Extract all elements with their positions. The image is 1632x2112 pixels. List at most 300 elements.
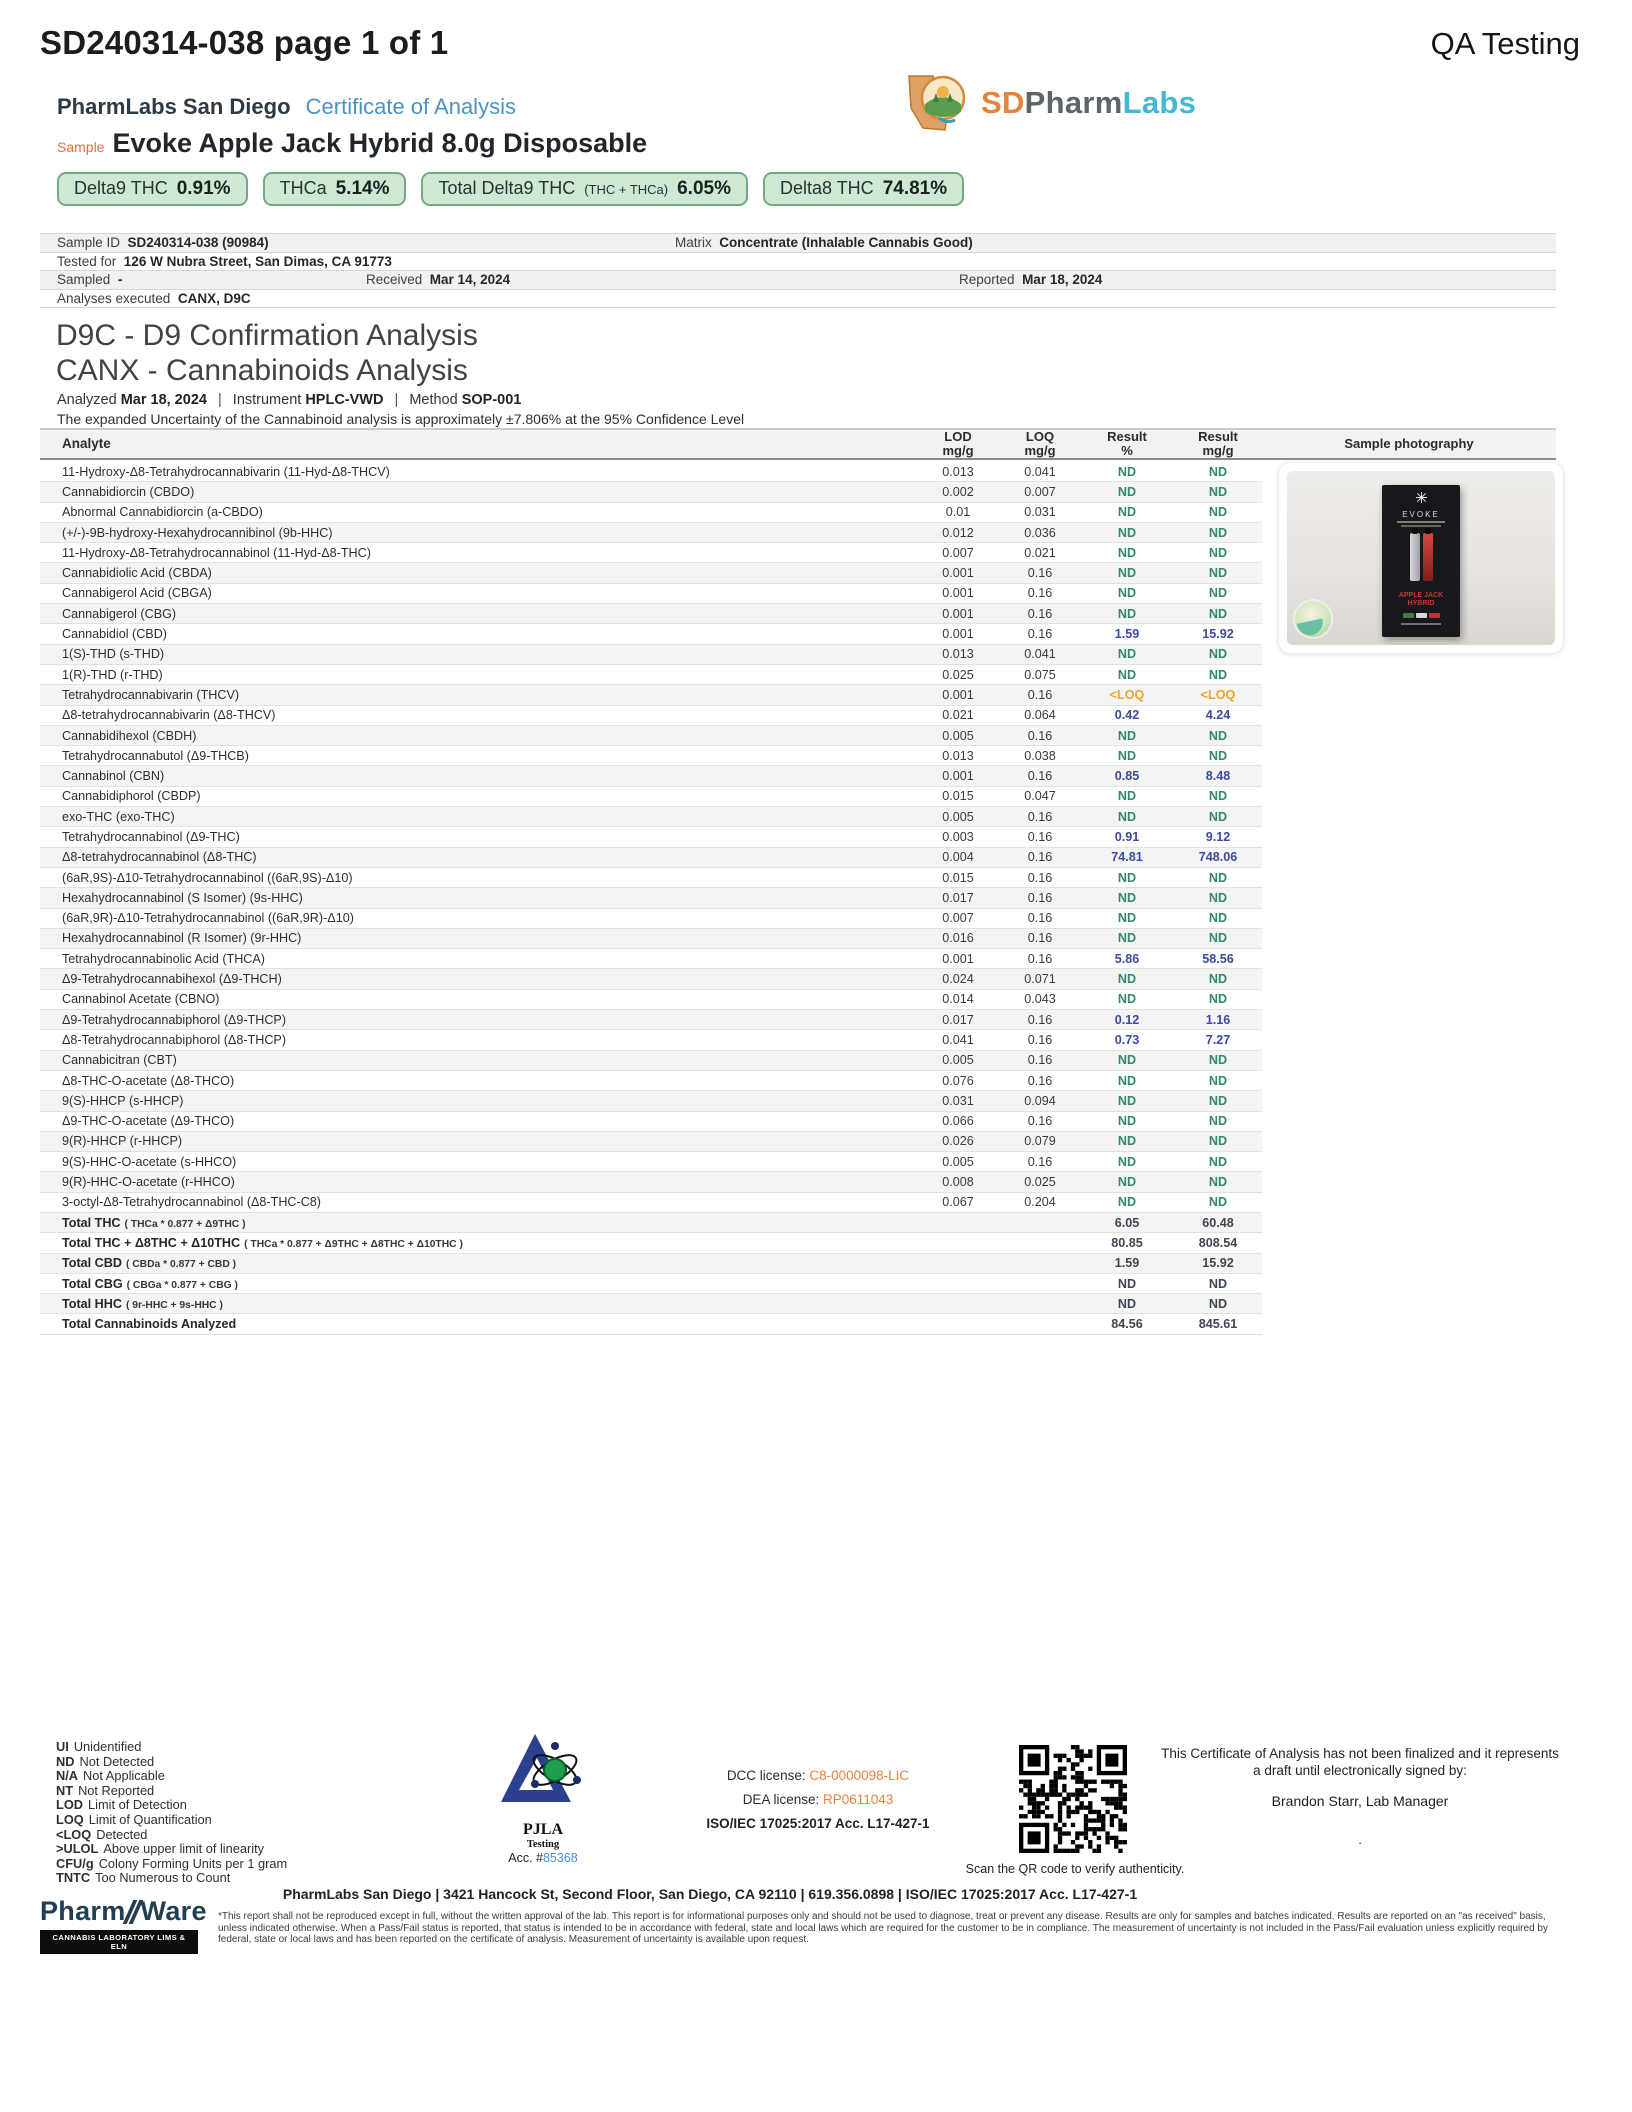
col-header-loq bbox=[1000, 430, 1080, 458]
table-row bbox=[40, 787, 1262, 807]
analyte-name: Cannabigerol (CBG) bbox=[62, 606, 177, 621]
total-mgg-value: ND bbox=[1208, 1276, 1228, 1291]
result-mgg-value: ND bbox=[1208, 484, 1228, 499]
analyte-name: exo-THC (exo-THC) bbox=[62, 809, 175, 824]
result-pct-value: 0.42 bbox=[1114, 708, 1140, 723]
total-pct-value: 6.05 bbox=[1114, 1215, 1140, 1230]
lod-value: 0.012 bbox=[942, 525, 974, 540]
analyte-name: Hexahydrocannabinol (S Isomer) (9s-HHC) bbox=[62, 890, 303, 905]
separator: | bbox=[394, 392, 399, 408]
analyte-name: Tetrahydrocannabinolic Acid (THCA) bbox=[62, 951, 265, 966]
table-header bbox=[40, 428, 1556, 460]
table-row bbox=[40, 1112, 1262, 1132]
report-disclaimer: *This report shall not be reproduced except in full, without the written approval of the lab. This report is for informational purposes only and should not be used to diagnose, treat or prevent any disease. Results are only for samples and batches indicated. Results are reported on an "as received" basis, unless indicated otherwise. When a Pass/Fail status is reported, that status is intended to be in accordance with federal, state and local laws which are required for the customer to be in compliance. The measurement of uncertainty is not included in the Pass/Fail evaluation unless explicitly required by federal, state or local laws and has been reported on the certificate of analysis. Measurement of uncertainty is available upon request. bbox=[218, 1911, 1548, 1946]
result-pct-label: Result bbox=[1107, 429, 1147, 444]
analyses-value: CANX, D9C bbox=[177, 290, 251, 306]
table-row bbox=[40, 990, 1262, 1010]
result-pct-value: ND bbox=[1117, 1134, 1137, 1149]
result-mgg-value: ND bbox=[1208, 647, 1228, 662]
total-pct-value: 84.56 bbox=[1111, 1317, 1143, 1332]
result-pct-value: 0.91 bbox=[1114, 829, 1140, 844]
signature-dot: . bbox=[1358, 1831, 1362, 1847]
result-mgg-value: 58.56 bbox=[1202, 951, 1234, 966]
lod-value: 0.031 bbox=[942, 1093, 974, 1108]
result-pct-value: ND bbox=[1117, 484, 1137, 499]
dea-value: RP0611043 bbox=[823, 1792, 894, 1807]
result-pct-value: ND bbox=[1117, 1093, 1137, 1108]
analyte-name: 1(R)-THD (r-THD) bbox=[62, 667, 163, 682]
analyzed-label: Analyzed bbox=[57, 392, 117, 408]
draft-notice bbox=[1158, 1746, 1562, 1848]
result-mgg-value: ND bbox=[1208, 1175, 1228, 1190]
lod-value: 0.025 bbox=[942, 667, 974, 682]
table-row bbox=[40, 604, 1262, 624]
result-pct-value: ND bbox=[1117, 1154, 1137, 1169]
analyte-name: 1(S)-THD (s-THD) bbox=[62, 647, 165, 662]
result-mgg-value: ND bbox=[1208, 1073, 1228, 1088]
qa-testing-label: QA Testing bbox=[1430, 26, 1580, 61]
loq-label: LOQ bbox=[1025, 429, 1055, 444]
analyte-name: Abnormal Cannabidiorcin (a-CBDO) bbox=[62, 505, 263, 520]
pjla-sub: Testing bbox=[526, 1839, 560, 1850]
lod-value: 0.01 bbox=[945, 505, 971, 520]
loq-value: 0.047 bbox=[1024, 789, 1056, 804]
loq-value: 0.025 bbox=[1024, 1175, 1056, 1190]
lod-value: 0.016 bbox=[942, 931, 974, 946]
sampled-value: - bbox=[117, 272, 123, 287]
analyte-name: Cannabidiphorol (CBDP) bbox=[62, 789, 201, 804]
result-mgg-value: <LOQ bbox=[1200, 687, 1236, 702]
pjla-logo bbox=[497, 1732, 589, 1814]
result-mgg-value: ND bbox=[1208, 586, 1228, 601]
result-pct-value: ND bbox=[1117, 586, 1137, 601]
result-mgg-value: ND bbox=[1208, 1053, 1228, 1068]
result-mgg-value: ND bbox=[1208, 789, 1228, 804]
loq-value: 0.079 bbox=[1024, 1134, 1056, 1149]
total-row bbox=[40, 1233, 1262, 1253]
result-pct-value: ND bbox=[1117, 809, 1137, 824]
analyte-name: Tetrahydrocannabinol (Δ9-THC) bbox=[62, 829, 240, 844]
badge-delta8-thc bbox=[763, 172, 964, 206]
table-row bbox=[40, 1071, 1262, 1091]
analyte-name: Δ8-tetrahydrocannabinol (Δ8-THC) bbox=[62, 850, 257, 865]
legend-abbr: NT bbox=[56, 1782, 74, 1798]
result-mgg-value: ND bbox=[1208, 606, 1228, 621]
result-pct-value: ND bbox=[1117, 525, 1137, 540]
loq-value: 0.16 bbox=[1027, 911, 1053, 926]
badge-label: Delta9 THC bbox=[74, 178, 168, 198]
lod-value: 0.004 bbox=[942, 850, 974, 865]
badge-total-delta9-thc bbox=[421, 172, 748, 206]
analyte-name: Cannabidihexol (CBDH) bbox=[62, 728, 197, 743]
analyte-name: Cannabicitran (CBT) bbox=[62, 1053, 177, 1068]
table-row bbox=[40, 1152, 1262, 1172]
badge-label: THCa bbox=[279, 178, 327, 198]
table-row bbox=[40, 584, 1262, 604]
loq-unit: mg/g bbox=[1024, 443, 1056, 458]
section-heading bbox=[56, 318, 478, 388]
pharmware-name bbox=[40, 1896, 210, 1927]
pharmware-left: Pharm bbox=[40, 1896, 126, 1926]
table-row bbox=[40, 1193, 1262, 1213]
result-mgg-value: 4.24 bbox=[1205, 708, 1231, 723]
analyte-name: Tetrahydrocannabutol (Δ9-THCB) bbox=[62, 748, 249, 763]
col-header-lod bbox=[916, 430, 1000, 458]
result-pct-value: ND bbox=[1117, 1053, 1137, 1068]
analyte-name: (6aR,9S)-Δ10-Tetrahydrocannabinol ((6aR,9S)-Δ10) bbox=[62, 870, 353, 885]
sample-info-table bbox=[40, 233, 1556, 308]
box-chips bbox=[1382, 613, 1460, 618]
result-mgg-value: ND bbox=[1208, 890, 1228, 905]
result-pct-value: 0.73 bbox=[1114, 1032, 1140, 1047]
legend-item bbox=[56, 1857, 287, 1872]
loq-value: 0.16 bbox=[1027, 1154, 1053, 1169]
table-row bbox=[40, 1051, 1262, 1071]
sample-name: Evoke Apple Jack Hybrid 8.0g Disposable bbox=[112, 128, 648, 158]
result-mgg-value: ND bbox=[1208, 728, 1228, 743]
pharmware-tagline: CANNABIS LABORATORY LIMS & ELN bbox=[40, 1930, 198, 1954]
result-pct-value: ND bbox=[1117, 992, 1137, 1007]
lod-value: 0.005 bbox=[942, 728, 974, 743]
pharmware-logo bbox=[40, 1896, 210, 1954]
lod-value: 0.015 bbox=[942, 789, 974, 804]
uncertainty-note: The expanded Uncertainty of the Cannabinoid analysis is approximately ±7.806% at the 95% Confidence Level bbox=[57, 411, 745, 427]
lod-value: 0.024 bbox=[942, 972, 974, 987]
total-formula: ( 9r-HHC + 9s-HHC ) bbox=[125, 1299, 223, 1311]
badge-label: Total Delta9 THC bbox=[438, 178, 576, 198]
table-row bbox=[40, 969, 1262, 989]
analyte-name: 3-octyl-Δ8-Tetrahydrocannabinol (Δ8-THC-C8) bbox=[62, 1195, 321, 1210]
result-mgg-value: ND bbox=[1208, 972, 1228, 987]
received-value: Mar 14, 2024 bbox=[429, 272, 511, 287]
table-row bbox=[40, 685, 1262, 705]
lod-value: 0.041 bbox=[942, 1032, 974, 1047]
result-mgg-value: ND bbox=[1208, 911, 1228, 926]
result-mgg-value: 15.92 bbox=[1202, 627, 1234, 642]
analyte-name: Cannabinol (CBN) bbox=[62, 769, 165, 784]
lod-value: 0.002 bbox=[942, 484, 974, 499]
info-row-dates bbox=[40, 271, 1556, 290]
total-label: Total THC + Δ8THC + Δ10THC ( THCa * 0.877 + Δ9THC + Δ8THC + Δ10THC ) bbox=[62, 1235, 463, 1250]
loq-value: 0.036 bbox=[1024, 525, 1056, 540]
lod-value: 0.013 bbox=[942, 464, 974, 479]
dcc-value: C8-0000098-LIC bbox=[809, 1768, 910, 1783]
table-row bbox=[40, 482, 1262, 502]
license-block bbox=[688, 1768, 948, 1840]
legend-item bbox=[56, 1871, 287, 1886]
result-pct-value: ND bbox=[1117, 789, 1137, 804]
lod-value: 0.005 bbox=[942, 1154, 974, 1169]
device-body-red bbox=[1423, 533, 1433, 581]
result-mgg-value: ND bbox=[1208, 566, 1228, 581]
result-mgg-value: 9.12 bbox=[1205, 829, 1231, 844]
pharmlabs-emblem bbox=[903, 72, 975, 134]
loq-value: 0.007 bbox=[1024, 484, 1056, 499]
lod-value: 0.076 bbox=[942, 1073, 974, 1088]
analyte-name: Hexahydrocannabinol (R Isomer) (9r-HHC) bbox=[62, 931, 302, 946]
result-mgg-value: ND bbox=[1208, 525, 1228, 540]
logo-sd: SD bbox=[981, 85, 1025, 120]
draft-text: This Certificate of Analysis has not been finalized and it represents a draft until electronically signed by: bbox=[1161, 1746, 1559, 1778]
info-row-tested-for bbox=[40, 253, 1556, 272]
legend-abbr: LOD bbox=[56, 1797, 84, 1813]
badge-delta9-thc bbox=[57, 172, 248, 206]
table-row bbox=[40, 1172, 1262, 1192]
legend-item bbox=[56, 1813, 287, 1828]
legend-abbr: TNTC bbox=[56, 1870, 91, 1886]
result-pct-value: ND bbox=[1117, 728, 1137, 743]
col-header-result-pct bbox=[1080, 430, 1174, 458]
analyzed-value: Mar 18, 2024 bbox=[120, 392, 207, 408]
logo-labs: Labs bbox=[1122, 85, 1197, 120]
badge-value: 5.14% bbox=[335, 178, 390, 199]
section-title-d9c: D9C - D9 Confirmation Analysis bbox=[56, 319, 478, 352]
matrix-value: Concentrate (Inhalable Cannabis Good) bbox=[719, 235, 973, 250]
result-pct-value: ND bbox=[1117, 505, 1137, 520]
loq-value: 0.16 bbox=[1027, 627, 1053, 642]
lod-value: 0.017 bbox=[942, 1012, 974, 1027]
analyte-name: Δ9-Tetrahydrocannabihexol (Δ9-THCH) bbox=[62, 972, 282, 987]
title-row bbox=[40, 24, 1580, 62]
burst-icon bbox=[1416, 492, 1427, 503]
result-mgg-value: ND bbox=[1208, 870, 1228, 885]
result-pct-value: ND bbox=[1117, 545, 1137, 560]
table-row bbox=[40, 624, 1262, 644]
legend-desc: Too Numerous to Count bbox=[95, 1870, 231, 1886]
legend-desc: Not Reported bbox=[78, 1782, 155, 1798]
table-row bbox=[40, 1030, 1262, 1050]
tested-for-label: Tested for bbox=[57, 253, 117, 269]
section-title-canx: CANX - Cannabinoids Analysis bbox=[56, 354, 468, 387]
total-row bbox=[40, 1254, 1262, 1274]
lod-value: 0.001 bbox=[942, 769, 974, 784]
total-pct-value: ND bbox=[1117, 1276, 1137, 1291]
lab-address-line: PharmLabs San Diego | 3421 Hancock St, Second Floor, San Diego, CA 92110 | 619.356.0898 | ISO/IEC 17025:2017 Acc. L17-427-1 bbox=[282, 1886, 1138, 1902]
result-pct-value: ND bbox=[1117, 911, 1137, 926]
result-pct-value: 74.81 bbox=[1111, 850, 1143, 865]
lod-value: 0.021 bbox=[942, 708, 974, 723]
sample-photo bbox=[1287, 471, 1555, 645]
loq-value: 0.16 bbox=[1027, 809, 1053, 824]
result-pct-value: 5.86 bbox=[1114, 951, 1140, 966]
result-pct-value: ND bbox=[1117, 566, 1137, 581]
analyte-name: 11-Hydroxy-Δ8-Tetrahydrocannabivarin (11-Hyd-Δ8-THCV) bbox=[62, 464, 390, 479]
result-pct-value: ND bbox=[1117, 647, 1137, 662]
total-label: Total THC ( THCa * 0.877 + Δ9THC ) bbox=[62, 1215, 246, 1230]
loq-value: 0.064 bbox=[1024, 708, 1056, 723]
analysis-meta bbox=[57, 392, 521, 408]
loq-value: 0.16 bbox=[1027, 1012, 1053, 1027]
sdpharmlabs-logo bbox=[903, 72, 1196, 134]
analyte-name: Δ8-Tetrahydrocannabiphorol (Δ8-THCP) bbox=[62, 1032, 287, 1047]
analyte-name: Cannabidiol (CBD) bbox=[62, 627, 167, 642]
received-label: Received bbox=[366, 272, 423, 287]
legend-desc: Above upper limit of linearity bbox=[103, 1841, 265, 1857]
lod-value: 0.008 bbox=[942, 1175, 974, 1190]
box-text-line bbox=[1401, 525, 1441, 527]
total-row bbox=[40, 1314, 1262, 1334]
info-row-analyses bbox=[40, 290, 1556, 309]
total-mgg-value: ND bbox=[1208, 1296, 1228, 1311]
loq-value: 0.094 bbox=[1024, 1093, 1056, 1108]
legend-item bbox=[56, 1740, 287, 1755]
analyte-name: Cannabidiolic Acid (CBDA) bbox=[62, 566, 212, 581]
dea-label: DEA license: bbox=[742, 1792, 820, 1807]
legend-desc: Not Applicable bbox=[83, 1768, 165, 1784]
legend-desc: Limit of Detection bbox=[88, 1797, 187, 1813]
total-row bbox=[40, 1274, 1262, 1294]
lod-value: 0.001 bbox=[942, 606, 974, 621]
lod-value: 0.007 bbox=[942, 545, 974, 560]
total-formula: ( CBGa * 0.877 + CBG ) bbox=[126, 1279, 238, 1291]
table-row bbox=[40, 543, 1262, 563]
legend-abbr: ND bbox=[56, 1753, 75, 1769]
result-mgg-value: ND bbox=[1208, 748, 1228, 763]
lod-value: 0.001 bbox=[942, 566, 974, 581]
lod-value: 0.066 bbox=[942, 1114, 974, 1129]
loq-value: 0.16 bbox=[1027, 769, 1053, 784]
table-row bbox=[40, 888, 1262, 908]
result-mgg-label: Result bbox=[1198, 429, 1238, 444]
col-header-sample-photography: Sample photography bbox=[1344, 436, 1474, 451]
dea-license bbox=[688, 1792, 948, 1807]
table-row bbox=[40, 746, 1262, 766]
total-pct-value: 80.85 bbox=[1111, 1235, 1143, 1250]
legend-item bbox=[56, 1769, 287, 1784]
result-pct-value: ND bbox=[1117, 1175, 1137, 1190]
lod-value: 0.005 bbox=[942, 1053, 974, 1068]
lod-value: 0.014 bbox=[942, 992, 974, 1007]
analyte-name: 9(R)-HHC-O-acetate (r-HHCO) bbox=[62, 1175, 235, 1190]
lod-label: LOD bbox=[944, 429, 972, 444]
potency-badges bbox=[57, 172, 964, 206]
pjla-accreditation-number bbox=[468, 1851, 618, 1865]
method-value: SOP-001 bbox=[461, 392, 522, 408]
total-label: Total Cannabinoids Analyzed bbox=[62, 1317, 237, 1332]
table-row bbox=[40, 909, 1262, 929]
table-row bbox=[40, 462, 1262, 482]
result-pct-value: ND bbox=[1117, 667, 1137, 682]
sampled-label: Sampled bbox=[57, 272, 111, 287]
result-mgg-value: 1.16 bbox=[1205, 1012, 1231, 1027]
legend-item bbox=[56, 1828, 287, 1843]
loq-value: 0.075 bbox=[1024, 667, 1056, 682]
analyses-label: Analyses executed bbox=[57, 290, 171, 306]
loq-value: 0.16 bbox=[1027, 1053, 1053, 1068]
analyte-name: Δ9-THC-O-acetate (Δ9-THCO) bbox=[62, 1114, 235, 1129]
loq-value: 0.043 bbox=[1024, 992, 1056, 1007]
lod-value: 0.001 bbox=[942, 586, 974, 601]
total-formula: ( THCa * 0.877 + Δ9THC ) bbox=[124, 1218, 246, 1230]
pjla-name: PJLA bbox=[523, 1821, 563, 1838]
legend-desc: Detected bbox=[96, 1826, 148, 1842]
loq-value: 0.16 bbox=[1027, 1114, 1053, 1129]
result-pct-value: 1.59 bbox=[1114, 627, 1140, 642]
lod-value: 0.001 bbox=[942, 687, 974, 702]
method-label: Method bbox=[409, 392, 458, 408]
lod-value: 0.067 bbox=[942, 1195, 974, 1210]
result-pct-value: ND bbox=[1117, 972, 1137, 987]
analyte-name: Δ9-Tetrahydrocannabiphorol (Δ9-THCP) bbox=[62, 1012, 287, 1027]
result-pct-value: 0.12 bbox=[1114, 1012, 1140, 1027]
lod-value: 0.005 bbox=[942, 809, 974, 824]
result-mgg-value: ND bbox=[1208, 931, 1228, 946]
result-pct-value: ND bbox=[1117, 1073, 1137, 1088]
badge-thca bbox=[263, 172, 407, 206]
result-mgg-value: ND bbox=[1208, 1134, 1228, 1149]
result-mgg-value: ND bbox=[1208, 1114, 1228, 1129]
total-pct-value: 1.59 bbox=[1114, 1256, 1140, 1271]
result-pct-value: ND bbox=[1117, 931, 1137, 946]
result-mgg-value: 8.48 bbox=[1205, 769, 1231, 784]
acc-label: Acc. # bbox=[508, 1851, 543, 1865]
box-text-line bbox=[1397, 521, 1445, 523]
lod-value: 0.001 bbox=[942, 951, 974, 966]
loq-value: 0.16 bbox=[1027, 951, 1053, 966]
total-pct-value: ND bbox=[1117, 1296, 1137, 1311]
loq-value: 0.16 bbox=[1027, 728, 1053, 743]
dcc-label: DCC license: bbox=[726, 1768, 806, 1783]
logo-pharm: Pharm bbox=[1024, 85, 1123, 120]
legend-desc: Not Detected bbox=[79, 1753, 155, 1769]
doc-type: Certificate of Analysis bbox=[305, 94, 516, 119]
result-pct-value: ND bbox=[1117, 870, 1137, 885]
lab-name: PharmLabs San Diego bbox=[57, 94, 291, 119]
table-row bbox=[40, 665, 1262, 685]
table-row bbox=[40, 726, 1262, 746]
lod-value: 0.026 bbox=[942, 1134, 974, 1149]
table-row bbox=[40, 503, 1262, 523]
table-row bbox=[40, 1010, 1262, 1030]
product-brand: EVOKE bbox=[1402, 510, 1440, 519]
qr-wrap bbox=[1015, 1745, 1130, 1858]
loq-value: 0.071 bbox=[1024, 972, 1056, 987]
box-text-line bbox=[1401, 623, 1441, 625]
sample-line bbox=[57, 128, 647, 159]
total-mgg-value: 808.54 bbox=[1198, 1235, 1238, 1250]
result-mgg-value: ND bbox=[1208, 545, 1228, 560]
loq-value: 0.16 bbox=[1027, 606, 1053, 621]
device-body-silver bbox=[1410, 533, 1420, 581]
loq-value: 0.16 bbox=[1027, 1032, 1053, 1047]
matrix-label: Matrix bbox=[675, 235, 712, 250]
lod-value: 0.007 bbox=[942, 911, 974, 926]
legend-desc: Colony Forming Units per 1 gram bbox=[98, 1855, 288, 1871]
analyte-name: Cannabidiorcin (CBDO) bbox=[62, 484, 195, 499]
analyte-name: Cannabigerol Acid (CBGA) bbox=[62, 586, 212, 601]
table-row bbox=[40, 645, 1262, 665]
badge-value: 0.91% bbox=[176, 178, 231, 199]
loq-value: 0.16 bbox=[1027, 890, 1053, 905]
photo-watermark-logo bbox=[1295, 601, 1331, 637]
result-pct-value: ND bbox=[1117, 1114, 1137, 1129]
lod-value: 0.001 bbox=[942, 627, 974, 642]
loq-value: 0.038 bbox=[1024, 748, 1056, 763]
vape-device bbox=[1382, 533, 1460, 585]
analyte-name: Δ8-tetrahydrocannabivarin (Δ8-THCV) bbox=[62, 708, 276, 723]
loq-value: 0.16 bbox=[1027, 566, 1053, 581]
badge-value: 6.05% bbox=[677, 178, 731, 199]
legend-item bbox=[56, 1842, 287, 1857]
loq-value: 0.16 bbox=[1027, 870, 1053, 885]
loq-value: 0.16 bbox=[1027, 850, 1053, 865]
legend-abbr: CFU/g bbox=[56, 1855, 94, 1871]
result-mgg-value: ND bbox=[1208, 809, 1228, 824]
result-mgg-value: ND bbox=[1208, 1154, 1228, 1169]
result-pct-value: 0.85 bbox=[1114, 769, 1140, 784]
legend-abbr: UI bbox=[56, 1739, 69, 1754]
qr-caption: Scan the QR code to verify authenticity. bbox=[965, 1862, 1185, 1876]
